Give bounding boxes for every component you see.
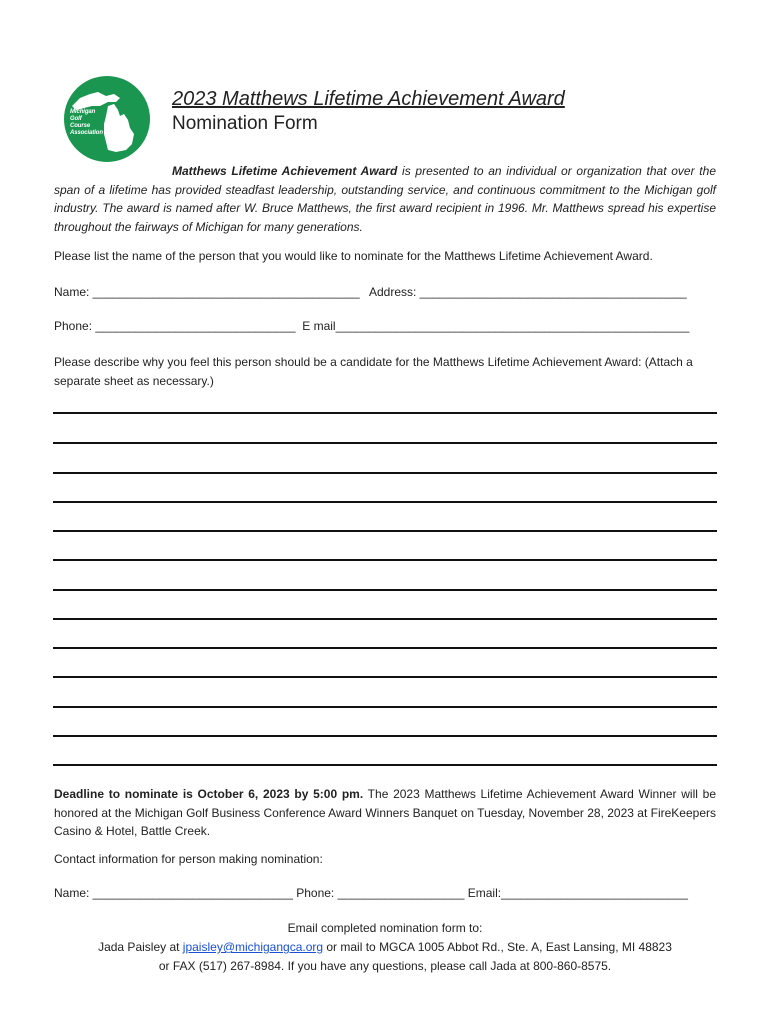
answer-line[interactable]	[53, 412, 717, 414]
footer-instructions	[0, 919, 770, 976]
form-title: 2023 Matthews Lifetime Achievement Award	[172, 88, 565, 110]
footer-mail-address: or mail to MGCA 1005 Abbot Rd., Ste. A, East Lansing, MI 48823	[323, 940, 672, 954]
answer-line[interactable]	[53, 589, 717, 591]
award-name: Matthews Lifetime Achievement Award	[172, 164, 398, 178]
describe-instruction: Please describe why you feel this person should be a candidate for the Matthews Lifetime Achievement Award: (Attach a separate sheet as necessary.)	[54, 355, 693, 388]
logo-line: Course	[70, 123, 91, 129]
form-subtitle: Nomination Form	[172, 113, 318, 134]
answer-line[interactable]	[53, 530, 717, 532]
answer-line[interactable]	[53, 618, 717, 620]
footer-line-3: or FAX (517) 267-8984. If you have any questions, please call Jada at 800-860-8575.	[158, 959, 612, 973]
intro-text: is presented to an individual or organization that over the span of a lifetime has provided steadfast leadership, outstanding service, and continuous commitment to the Michigan golf industry. The award is named after W. Bruce Matthews, the first award recipient in 1996. Mr. Matthews spread his expertise throughout the fairways of Michigan for many generations.	[54, 164, 716, 234]
contact-fields[interactable]: Name: ______________________________ Phone: ___________________ Email:____________________________	[54, 886, 688, 900]
answer-line[interactable]	[53, 764, 717, 766]
deadline-text: Deadline to nominate is October 6, 2023 by 5:00 pm.	[54, 787, 364, 801]
banquet-text: The 2023 Matthews Lifetime Achievement Award Winner will be honored at the Michigan Golf Business Conference Award Winners Banquet on Tuesday, November 28, 2023 at FireKeepers Casino & Hotel, Battle Creek.	[54, 787, 716, 838]
answer-line[interactable]	[53, 472, 717, 474]
logo-line: Michigan	[70, 109, 96, 115]
logo-text	[70, 109, 122, 137]
footer-contact-name: Jada Paisley at	[98, 940, 183, 954]
nominee-name-address-field[interactable]: Name: ________________________________________ Address: ________________________________________	[54, 285, 687, 299]
answer-line[interactable]	[53, 735, 717, 737]
answer-line[interactable]	[53, 442, 717, 444]
deadline-paragraph	[54, 785, 716, 841]
logo-line: Association	[70, 130, 103, 136]
nominee-phone-email-field[interactable]: Phone: ______________________________ E mail_____________________________________________________	[54, 319, 690, 333]
nominate-instruction: Please list the name of the person that you would like to nominate for the Matthews Lifetime Achievement Award.	[54, 249, 653, 263]
footer-line-1: Email completed nomination form to:	[287, 921, 483, 935]
email-link[interactable]: jpaisley@michigangca.org	[182, 940, 324, 954]
answer-line[interactable]	[53, 676, 717, 678]
intro-paragraph	[54, 162, 716, 236]
contact-heading: Contact information for person making nomination:	[54, 852, 323, 866]
answer-line[interactable]	[53, 501, 717, 503]
answer-line[interactable]	[53, 559, 717, 561]
answer-line[interactable]	[53, 706, 717, 708]
mgca-logo	[64, 76, 150, 162]
logo-line: Golf	[70, 116, 82, 122]
answer-line[interactable]	[53, 647, 717, 649]
footer-line-2	[0, 938, 770, 957]
